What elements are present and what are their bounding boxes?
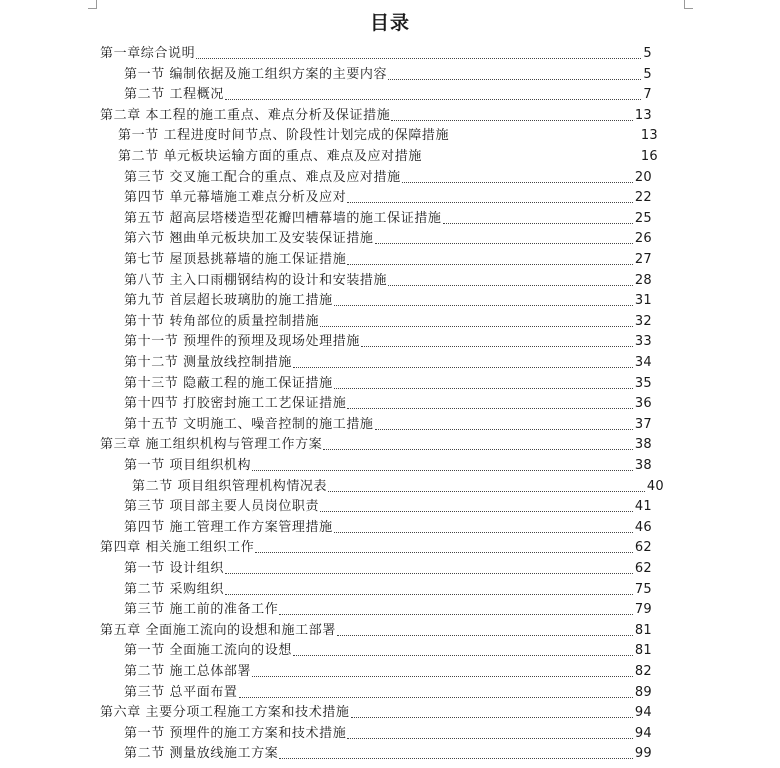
toc-entry[interactable] (100, 104, 652, 124)
toc-entry-page-number: 38 (634, 458, 652, 473)
toc-leader-dots (320, 325, 633, 327)
toc-entry[interactable] (124, 330, 652, 350)
toc-entry-page-number: 79 (634, 602, 652, 618)
toc-entry-label: 第二节 测量放线施工方案 (124, 746, 279, 762)
toc-entry-page-number: 37 (634, 416, 652, 432)
toc-entry-page-number: 94 (634, 725, 652, 741)
toc-entry[interactable] (124, 598, 652, 618)
toc-leader-dots (255, 551, 633, 553)
toc-entry-label: 第十三节 隐蔽工程的施工保证措施 (124, 375, 333, 391)
toc-entry-label: 第二节 单元板块运输方面的重点、难点及应对措施 (118, 149, 422, 164)
toc-leader-dots (347, 737, 633, 739)
toc-leader-dots (337, 634, 633, 636)
toc-entry-page-number: 33 (634, 334, 652, 350)
toc-entry-label: 第一节 全面施工流向的设想 (124, 643, 292, 659)
toc-entry-label: 第十节 转角部位的质量控制措施 (124, 313, 320, 329)
toc-entry-label: 第三节 交叉施工配合的重点、难点及应对措施 (124, 169, 401, 185)
toc-entry-page-number: 22 (634, 190, 652, 206)
toc-entry-page-number: 89 (634, 684, 652, 700)
toc-leader-dots (423, 161, 639, 162)
toc-entry-page-number: 81 (634, 622, 652, 638)
toc-entry[interactable] (124, 516, 652, 536)
toc-entry-label: 第二节 工程概况 (124, 87, 224, 103)
toc-entry-label: 第二节 施工总体部署 (124, 664, 252, 679)
toc-entry[interactable] (124, 310, 652, 330)
toc-entry[interactable] (124, 578, 652, 598)
toc-entry[interactable] (124, 372, 652, 392)
toc-leader-dots (334, 531, 633, 533)
toc-entry-page-number: 82 (634, 664, 652, 679)
toc-entry-label: 第四节 施工管理工作方案管理措施 (124, 519, 333, 535)
toc-entry-page-number: 13 (634, 107, 652, 123)
toc-leader-dots (347, 201, 633, 203)
toc-leader-dots (196, 57, 641, 59)
toc-title: 目录 (369, 12, 410, 34)
toc-leader-dots (334, 387, 633, 389)
toc-entry-label: 第一节 编制依据及施工组织方案的主要内容 (124, 66, 388, 82)
toc-entry[interactable] (100, 433, 652, 453)
toc-entry[interactable] (100, 701, 652, 721)
toc-entry-page-number: 35 (634, 375, 652, 391)
toc-entry-label: 第二节 项目组织管理机构情况表 (132, 478, 328, 494)
toc-entry-label: 第五章 全面施工流向的设想和施工部署 (100, 622, 336, 638)
toc-entry[interactable] (124, 454, 652, 474)
toc-leader-dots (225, 98, 641, 100)
toc-leader-dots (239, 696, 633, 698)
toc-entry-label: 第六节 翘曲单元板块加工及安装保证措施 (124, 231, 374, 247)
toc-entry-page-number: 25 (634, 210, 652, 226)
toc-entry-page-number: 46 (634, 519, 652, 535)
toc-entry[interactable] (100, 619, 652, 639)
toc-entry-label: 第二章 本工程的施工重点、难点分析及保证措施 (100, 107, 391, 123)
toc-leader-dots (450, 140, 639, 141)
toc-leader-dots (252, 675, 633, 677)
toc-leader-dots (347, 263, 633, 265)
toc-leader-dots (225, 572, 633, 574)
toc-entry-page-number: 75 (634, 581, 652, 597)
toc-entry-label: 第一节 设计组织 (124, 561, 224, 576)
toc-entry-page-number: 62 (634, 561, 652, 576)
toc-leader-dots (375, 242, 633, 244)
toc-entry-label: 第一节 预埋件的施工方案和技术措施 (124, 725, 347, 741)
toc-entry-page-number: 13 (640, 128, 658, 144)
toc-entry-page-number: 26 (634, 231, 652, 247)
toc-entry[interactable] (132, 475, 664, 495)
toc-entry[interactable] (118, 124, 658, 144)
toc-entry-label: 第十五节 文明施工、噪音控制的施工措施 (124, 416, 374, 432)
toc-entry-page-number: 27 (634, 252, 652, 267)
toc-leader-dots (388, 284, 633, 286)
toc-entry[interactable] (124, 681, 652, 701)
toc-entry-label: 第五节 超高层塔楼造型花瓣凹槽幕墙的施工保证措施 (124, 210, 442, 226)
toc-entry[interactable] (124, 186, 652, 206)
toc-entry-page-number: 99 (634, 746, 652, 762)
toc-leader-dots (351, 716, 633, 718)
toc-entry-label: 第四章 相关施工组织工作 (100, 540, 255, 556)
toc-entry[interactable] (124, 248, 652, 268)
toc-entry-label: 第四节 单元幕墙施工难点分析及应对 (124, 190, 347, 206)
toc-entry[interactable] (124, 351, 652, 371)
toc-entry[interactable] (124, 660, 652, 680)
toc-entry-page-number: 5 (643, 46, 652, 61)
toc-entry-label: 第十一节 预埋件的预埋及现场处理措施 (124, 334, 360, 350)
toc-leader-dots (279, 613, 633, 615)
toc-leader-dots (328, 490, 645, 492)
toc-leader-dots (225, 593, 633, 595)
toc-entry-page-number: 81 (634, 643, 652, 659)
toc-leader-dots (252, 469, 633, 471)
toc-entry[interactable] (124, 207, 652, 227)
toc-entry-page-number: 28 (634, 272, 652, 288)
toc-entry[interactable] (124, 166, 652, 186)
toc-leader-dots (443, 222, 633, 224)
toc-leader-dots (323, 448, 633, 450)
toc-entry-page-number: 20 (634, 169, 652, 185)
toc-entry-page-number: 94 (634, 705, 652, 721)
toc-entry[interactable] (124, 639, 652, 659)
toc-entry[interactable] (124, 413, 652, 433)
toc-leader-dots (320, 510, 633, 512)
toc-leader-dots (334, 304, 633, 306)
toc-entry-label: 第三节 总平面布置 (124, 684, 238, 700)
toc-entry-page-number: 31 (634, 293, 652, 309)
toc-entry[interactable] (100, 42, 652, 62)
toc-entry-label: 第三节 项目部主要人员岗位职责 (124, 499, 320, 515)
toc-entry-page-number: 5 (643, 66, 652, 82)
toc-entry-page-number: 36 (634, 396, 652, 412)
toc-entry-page-number: 38 (634, 437, 652, 453)
toc-leader-dots (388, 78, 641, 80)
toc-entry-page-number: 41 (634, 499, 652, 515)
toc-entry-label: 第六章 主要分项工程施工方案和技术措施 (100, 705, 350, 721)
toc-entry-page-number: 32 (634, 313, 652, 329)
toc-entry[interactable] (124, 269, 652, 289)
toc-entry[interactable] (100, 536, 652, 556)
toc-entry-label: 第三节 施工前的准备工作 (124, 602, 279, 618)
toc-entry-label: 第九节 首层超长玻璃肋的施工措施 (124, 293, 333, 309)
toc-entry[interactable] (124, 227, 652, 247)
toc-entry[interactable] (124, 83, 652, 103)
toc-entry-label: 第一章综合说明 (100, 46, 196, 61)
toc-entry-label: 第一节 项目组织机构 (124, 458, 252, 473)
toc-entry[interactable] (124, 289, 652, 309)
toc-entry-page-number: 40 (646, 478, 664, 494)
toc-leader-dots (279, 757, 633, 759)
toc-entry-page-number: 16 (640, 149, 658, 164)
toc-leader-dots (375, 428, 633, 430)
toc-entry[interactable] (124, 392, 652, 412)
toc-leader-dots (347, 407, 633, 409)
toc-entry[interactable] (118, 145, 658, 165)
toc-entry[interactable] (124, 722, 652, 742)
toc-entry-label: 第十四节 打胶密封施工工艺保证措施 (124, 396, 347, 412)
toc-entry-page-number: 62 (634, 540, 652, 556)
toc-entry[interactable] (124, 63, 652, 83)
toc-leader-dots (293, 366, 633, 368)
toc-entry-label: 第三章 施工组织机构与管理工作方案 (100, 437, 323, 453)
toc-leader-dots (361, 345, 633, 347)
toc-entry-label: 第八节 主入口雨棚钢结构的设计和安装措施 (124, 272, 388, 288)
toc-leader-dots (293, 654, 633, 656)
toc-entry-page-number: 34 (634, 355, 652, 370)
toc-leader-dots (391, 119, 633, 121)
toc-entry[interactable] (124, 495, 652, 515)
toc-entry-label: 第十二节 测量放线控制措施 (124, 355, 292, 370)
toc-entry[interactable] (124, 557, 652, 577)
toc-entry[interactable] (124, 742, 652, 762)
toc-leader-dots (402, 181, 633, 183)
toc-entry-page-number: 7 (643, 87, 652, 103)
toc-entry-label: 第一节 工程进度时间节点、阶段性计划完成的保障措施 (118, 128, 450, 144)
toc-entry-label: 第二节 采购组织 (124, 581, 224, 597)
toc-entry-label: 第七节 屋顶悬挑幕墙的施工保证措施 (124, 252, 347, 267)
